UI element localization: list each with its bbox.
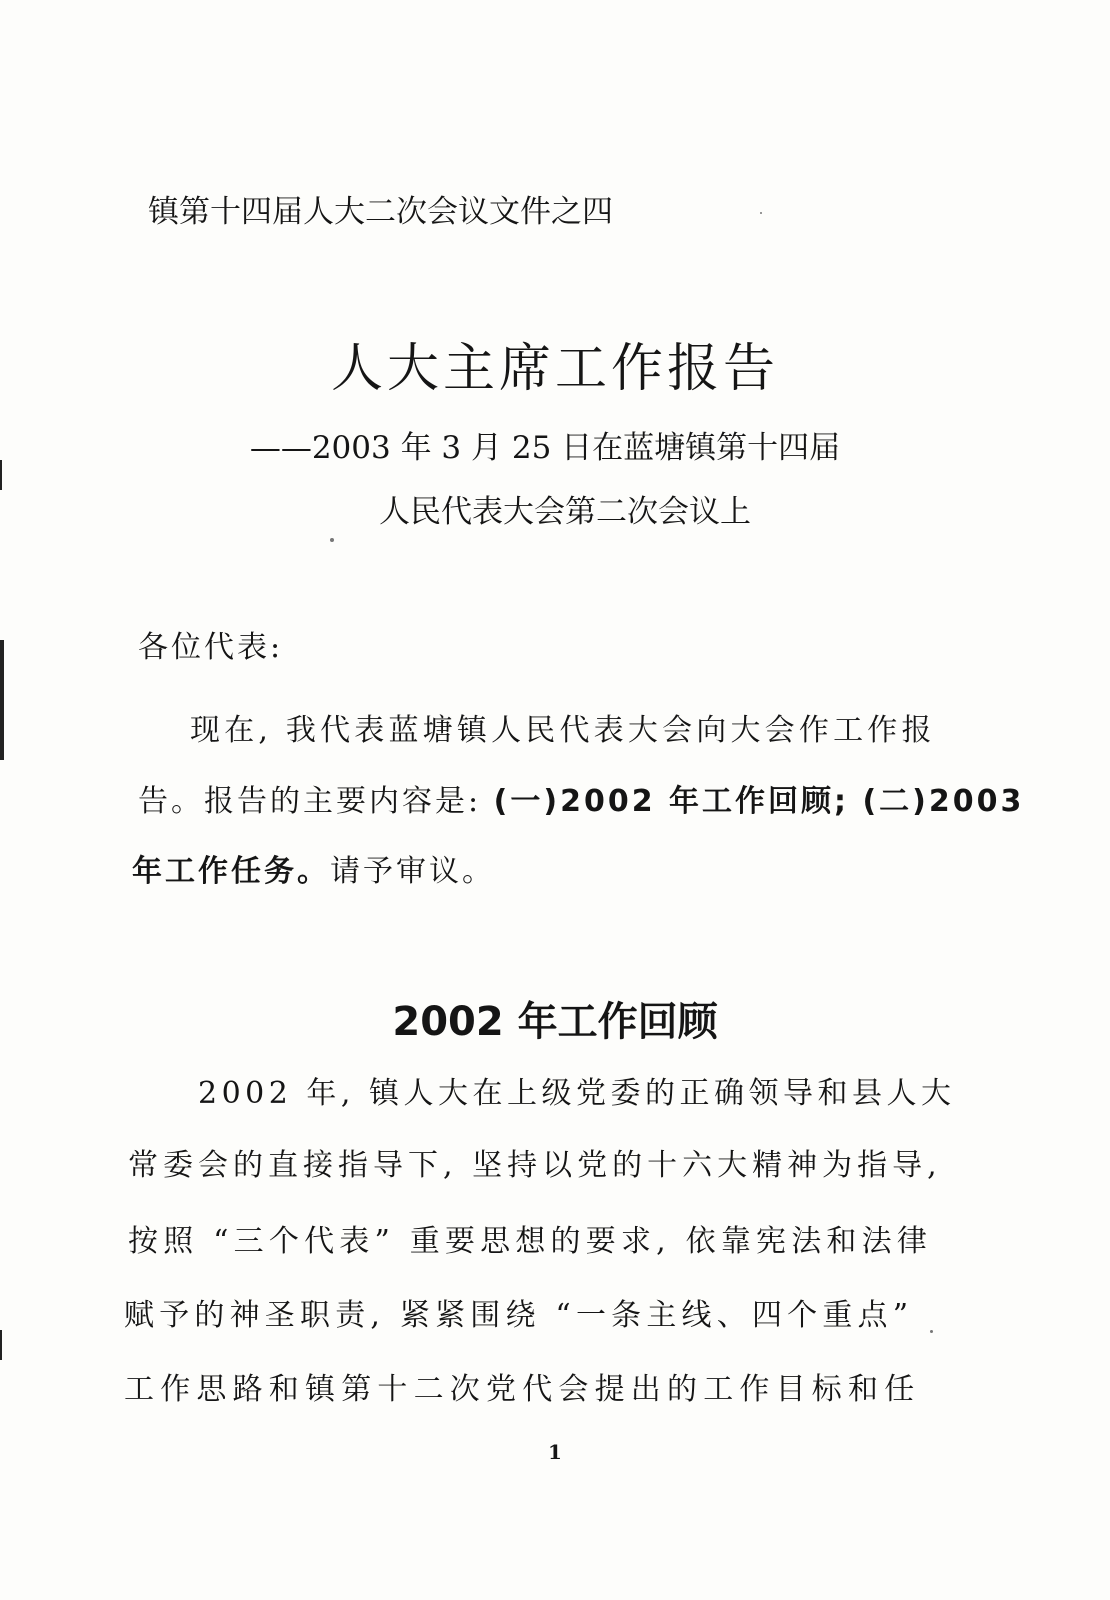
intro-line-2-bold: (一)2002 年工作回顾; (二)2003 [493,784,1025,819]
scan-speck [930,1330,933,1333]
intro-line-3-plain: 请予审议。 [330,854,495,889]
intro-line-3-bold: 年工作任务。 [132,854,330,889]
intro-line-1: 现在, 我代表蓝塘镇人民代表大会向大会作工作报 [190,713,936,748]
body-line: 按照 “三个代表” 重要思想的要求, 依靠宪法和法律 [128,1224,933,1259]
page-number: 1 [548,1440,562,1464]
document-file-note: 镇第十四届人大二次会议文件之四 [148,194,613,230]
document-subtitle-line1: ——2003 年 3 月 25 日在蓝塘镇第十四届 [249,430,841,466]
body-line: 工作思路和镇第十二次党代会提出的工作目标和任 [124,1372,921,1407]
intro-line-3 [132,846,495,890]
section-heading: 2002 年工作回顾 [392,999,718,1045]
scan-edge-mark [0,1330,2,1360]
body-line: 赋予的神圣职责, 紧紧围绕 “一条主线、四个重点” [124,1298,914,1333]
intro-line-2 [138,776,1024,820]
scan-speck [760,212,762,214]
document-title: 人大主席工作报告 [330,339,779,399]
scan-speck [330,538,334,542]
salutation: 各位代表: [138,630,284,665]
intro-line-2-plain: 告。报告的主要内容是: [138,784,494,819]
scan-edge-mark [0,640,4,760]
body-line: 2002 年, 镇人大在上级党委的正确领导和县人大 [198,1076,956,1111]
document-subtitle-line2: 人民代表大会第二次会议上 [379,494,751,530]
body-line: 常委会的直接指导下, 坚持以党的十六大精神为指导, [128,1148,942,1183]
